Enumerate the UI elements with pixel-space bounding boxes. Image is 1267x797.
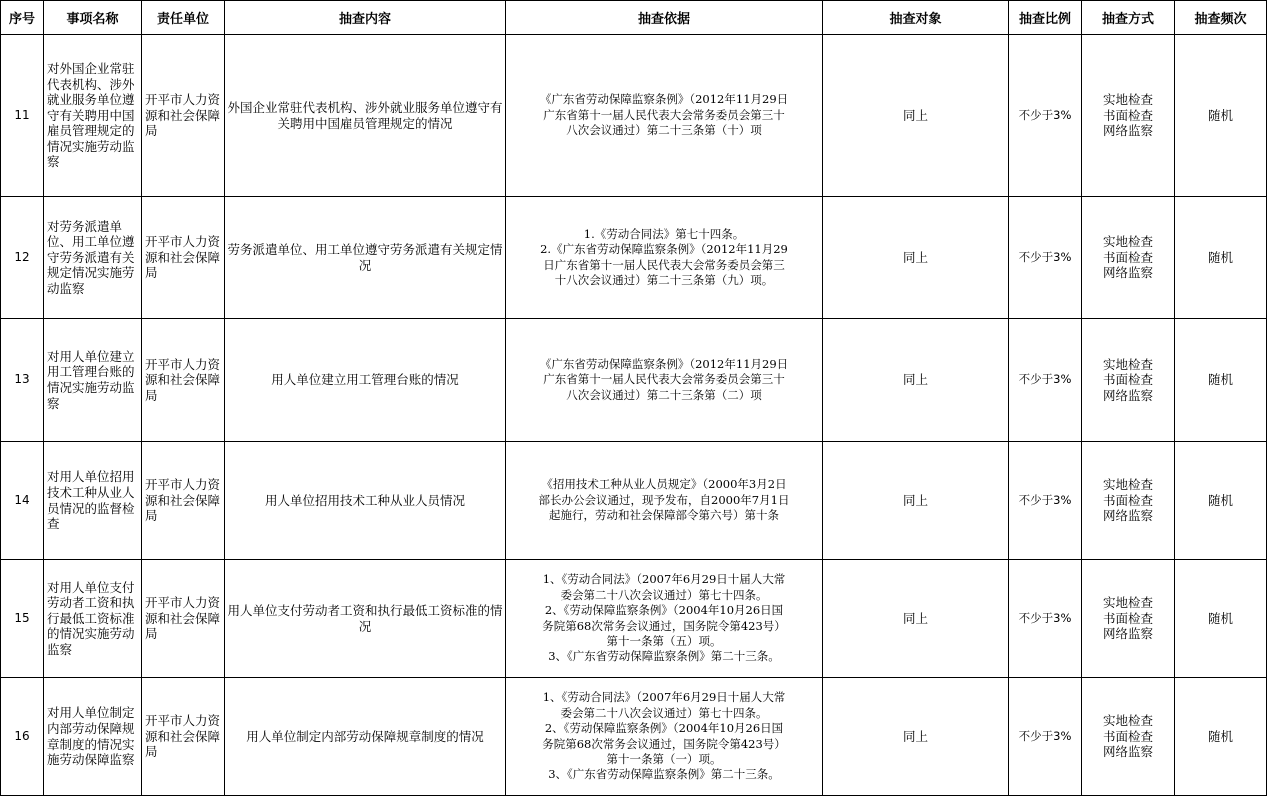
table-row (1, 319, 1267, 442)
ratio-cell (1009, 319, 1082, 442)
dept-cell-text: 开平市人力资源和社会保障局 (145, 234, 221, 281)
header-seq: 序号 (1, 1, 44, 35)
basis-cell-line: 1、《劳动合同法》（2007年6月29日十届人大常 (542, 690, 786, 705)
method-cell-line: 网络监察 (1102, 123, 1153, 139)
basis-cell (506, 35, 823, 197)
basis-cell-line: 八次会议通过）第二十三条第（二）项 (566, 387, 762, 402)
seq-cell-text: 14 (14, 492, 30, 507)
header-row (1, 1, 1267, 35)
basis-cell-line: 广东省第十一届人民代表大会常务委员会第三十 (543, 107, 785, 122)
method-cell-line: 网络监察 (1102, 744, 1153, 760)
frequency-cell (1175, 442, 1267, 560)
seq-cell-text: 12 (14, 249, 30, 264)
item-name-cell (44, 560, 142, 678)
frequency-cell (1175, 319, 1267, 442)
method-cell-line: 书面检查 (1102, 610, 1153, 626)
header-basis: 抽查依据 (506, 1, 823, 35)
seq-cell-text: 15 (14, 610, 30, 625)
method-cell-line: 实地检查 (1102, 477, 1153, 493)
method-cell (1082, 442, 1175, 560)
frequency-cell-text: 随机 (1207, 372, 1233, 388)
seq-cell-text: 11 (14, 107, 30, 122)
item-name-cell-text: 对用人单位招用技术工种从业人员情况的监督检查 (47, 469, 135, 532)
method-cell (1082, 678, 1175, 796)
content-cell (225, 678, 506, 796)
frequency-cell-text: 随机 (1207, 249, 1233, 265)
method-cell-line: 实地检查 (1102, 595, 1153, 611)
seq-cell-text: 13 (14, 372, 30, 387)
object-cell (823, 197, 1009, 319)
header-object: 抽查对象 (823, 1, 1009, 35)
object-cell (823, 560, 1009, 678)
dept-cell (142, 197, 225, 319)
content-cell-text: 用人单位招用技术工种从业人员情况 (264, 492, 465, 508)
dept-cell-text: 开平市人力资源和社会保障局 (145, 595, 221, 642)
seq-cell (1, 678, 44, 796)
object-cell-text: 同上 (902, 728, 928, 744)
object-cell (823, 35, 1009, 197)
dept-cell-text: 开平市人力资源和社会保障局 (145, 356, 221, 403)
content-cell-text: 用人单位支付劳动者工资和执行最低工资标准的情况 (227, 602, 503, 634)
frequency-cell (1175, 35, 1267, 197)
method-cell-line: 实地检查 (1102, 92, 1153, 108)
method-cell (1082, 560, 1175, 678)
frequency-cell (1175, 197, 1267, 319)
content-cell-text: 外国企业常驻代表机构、涉外就业服务单位遵守有关聘用中国雇员管理规定的情况 (227, 99, 503, 131)
frequency-cell-text: 随机 (1207, 728, 1233, 744)
method-cell-line: 实地检查 (1102, 713, 1153, 729)
method-cell-line: 网络监察 (1102, 265, 1153, 281)
item-name-cell (44, 197, 142, 319)
table-row (1, 442, 1267, 560)
method-cell (1082, 35, 1175, 197)
header-ratio: 抽查比例 (1009, 1, 1082, 35)
basis-cell-line: 起施行，劳动和社会保障部令第六号）第十条 (549, 508, 779, 523)
content-cell-text: 用人单位建立用工管理台账的情况 (271, 372, 459, 388)
seq-cell (1, 560, 44, 678)
method-cell-line: 实地检查 (1102, 356, 1153, 372)
header-method: 抽查方式 (1082, 1, 1175, 35)
method-cell-line: 书面检查 (1102, 107, 1153, 123)
ratio-cell-text: 不少于3% (1018, 249, 1072, 264)
object-cell (823, 442, 1009, 560)
frequency-cell (1175, 678, 1267, 796)
item-name-cell-text: 对劳务派遣单位、用工单位遵守劳务派遣有关规定情况实施劳动监察 (47, 218, 135, 296)
object-cell-text: 同上 (902, 492, 928, 508)
basis-cell-line: 2、《劳动保障监察条例》（2004年10月26日国 (544, 721, 784, 736)
frequency-cell-text: 随机 (1207, 107, 1233, 123)
basis-cell-line: 委会第二十八次会议通过）第七十四条。 (560, 705, 768, 720)
object-cell-text: 同上 (902, 372, 928, 388)
basis-cell (506, 442, 823, 560)
basis-cell-line: 十八次会议通过）第二十三条第（九）项。 (554, 272, 774, 287)
basis-cell-line: 1、《劳动合同法》（2007年6月29日十届人大常 (542, 572, 786, 587)
basis-cell-line: 第十一条第（一）项。 (606, 751, 722, 766)
table-row (1, 197, 1267, 319)
object-cell-text: 同上 (902, 249, 928, 265)
dept-cell-text: 开平市人力资源和社会保障局 (145, 713, 221, 760)
dept-cell (142, 560, 225, 678)
ratio-cell (1009, 197, 1082, 319)
ratio-cell (1009, 442, 1082, 560)
basis-cell-line: 广东省第十一届人民代表大会常务委员会第三十 (543, 372, 785, 387)
ratio-cell-text: 不少于3% (1018, 728, 1072, 743)
item-name-cell (44, 35, 142, 197)
seq-cell (1, 197, 44, 319)
content-cell-text: 劳务派遣单位、用工单位遵守劳务派遣有关规定情况 (227, 241, 503, 273)
ratio-cell (1009, 560, 1082, 678)
method-cell-line: 网络监察 (1102, 508, 1153, 524)
basis-cell-line: 2、《劳动保障监察条例》（2004年10月26日国 (544, 603, 784, 618)
item-name-cell (44, 678, 142, 796)
content-cell (225, 197, 506, 319)
method-cell (1082, 319, 1175, 442)
frequency-cell-text: 随机 (1207, 610, 1233, 626)
dept-cell-text: 开平市人力资源和社会保障局 (145, 477, 221, 524)
basis-cell-line: 《招用技术工种从业人员规定》（2000年3月2日 (541, 477, 787, 492)
header-content: 抽查内容 (225, 1, 506, 35)
seq-cell-text: 16 (14, 728, 30, 743)
ratio-cell (1009, 678, 1082, 796)
frequency-cell (1175, 560, 1267, 678)
ratio-cell (1009, 35, 1082, 197)
basis-cell-line: 部长办公会议通过，现予发布，自2000年7月1日 (538, 492, 790, 507)
basis-cell-line: 3、《广东省劳动保障监察条例》第二十三条。 (548, 649, 780, 664)
content-cell (225, 560, 506, 678)
item-name-cell-text: 对用人单位制定内部劳动保障规章制度的情况实施劳动保障监察 (47, 705, 135, 768)
seq-cell (1, 35, 44, 197)
seq-cell (1, 319, 44, 442)
table-row (1, 35, 1267, 197)
dept-cell-text: 开平市人力资源和社会保障局 (145, 92, 221, 139)
item-name-cell-text: 对用人单位支付劳动者工资和执行最低工资标准的情况实施劳动监察 (47, 579, 135, 657)
basis-cell-line: 第十一条第（五）项。 (606, 633, 722, 648)
header-item-name: 事项名称 (44, 1, 142, 35)
basis-cell (506, 197, 823, 319)
basis-cell (506, 560, 823, 678)
object-cell (823, 319, 1009, 442)
content-cell (225, 35, 506, 197)
method-cell-line: 实地检查 (1102, 234, 1153, 250)
item-name-cell (44, 442, 142, 560)
content-cell-text: 用人单位制定内部劳动保障规章制度的情况 (246, 728, 484, 744)
dept-cell (142, 678, 225, 796)
ratio-cell-text: 不少于3% (1018, 492, 1072, 507)
ratio-cell-text: 不少于3% (1018, 610, 1072, 625)
basis-cell (506, 319, 823, 442)
method-cell-line: 网络监察 (1102, 387, 1153, 403)
frequency-cell-text: 随机 (1207, 492, 1233, 508)
method-cell (1082, 197, 1175, 319)
object-cell (823, 678, 1009, 796)
basis-cell-line: 八次会议通过）第二十三条第（十）项 (566, 123, 762, 138)
header-frequency: 抽查频次 (1175, 1, 1267, 35)
content-cell (225, 319, 506, 442)
method-cell-line: 书面检查 (1102, 372, 1153, 388)
basis-cell-line: 日广东省第十一届人民代表大会常务委员会第三 (543, 257, 785, 272)
content-cell (225, 442, 506, 560)
dept-cell (142, 319, 225, 442)
method-cell-line: 书面检查 (1102, 492, 1153, 508)
header-dept: 责任单位 (142, 1, 225, 35)
item-name-cell (44, 319, 142, 442)
seq-cell (1, 442, 44, 560)
method-cell-line: 书面检查 (1102, 728, 1153, 744)
object-cell-text: 同上 (902, 610, 928, 626)
method-cell-line: 网络监察 (1102, 626, 1153, 642)
basis-cell-line: 务院第68次常务会议通过，国务院令第423号） (542, 618, 786, 633)
dept-cell (142, 442, 225, 560)
dept-cell (142, 35, 225, 197)
basis-cell-line: 《广东省劳动保障监察条例》（2012年11月29日 (539, 92, 789, 107)
basis-cell-line: 《广东省劳动保障监察条例》（2012年11月29日 (539, 356, 789, 371)
table-row (1, 678, 1267, 796)
object-cell-text: 同上 (902, 107, 928, 123)
ratio-cell-text: 不少于3% (1018, 372, 1072, 387)
table-row (1, 560, 1267, 678)
item-name-cell-text: 对外国企业常驻代表机构、涉外就业服务单位遵守有关聘用中国雇员管理规定的情况实施劳动监察 (47, 60, 135, 170)
basis-cell-line: 3、《广东省劳动保障监察条例》第二十三条。 (548, 767, 780, 782)
basis-cell-line: 务院第68次常务会议通过，国务院令第423号） (542, 736, 786, 751)
basis-cell-line: 1.《劳动合同法》第七十四条。 (583, 226, 745, 241)
item-name-cell-text: 对用人单位建立用工管理台账的情况实施劳动监察 (47, 348, 135, 411)
basis-cell-line: 委会第二十八次会议通过）第七十四条。 (560, 587, 768, 602)
method-cell-line: 书面检查 (1102, 249, 1153, 265)
basis-cell (506, 678, 823, 796)
ratio-cell-text: 不少于3% (1018, 107, 1072, 122)
basis-cell-line: 2.《广东省劳动保障监察条例》（2012年11月29 (540, 242, 788, 257)
table-body (1, 35, 1267, 796)
